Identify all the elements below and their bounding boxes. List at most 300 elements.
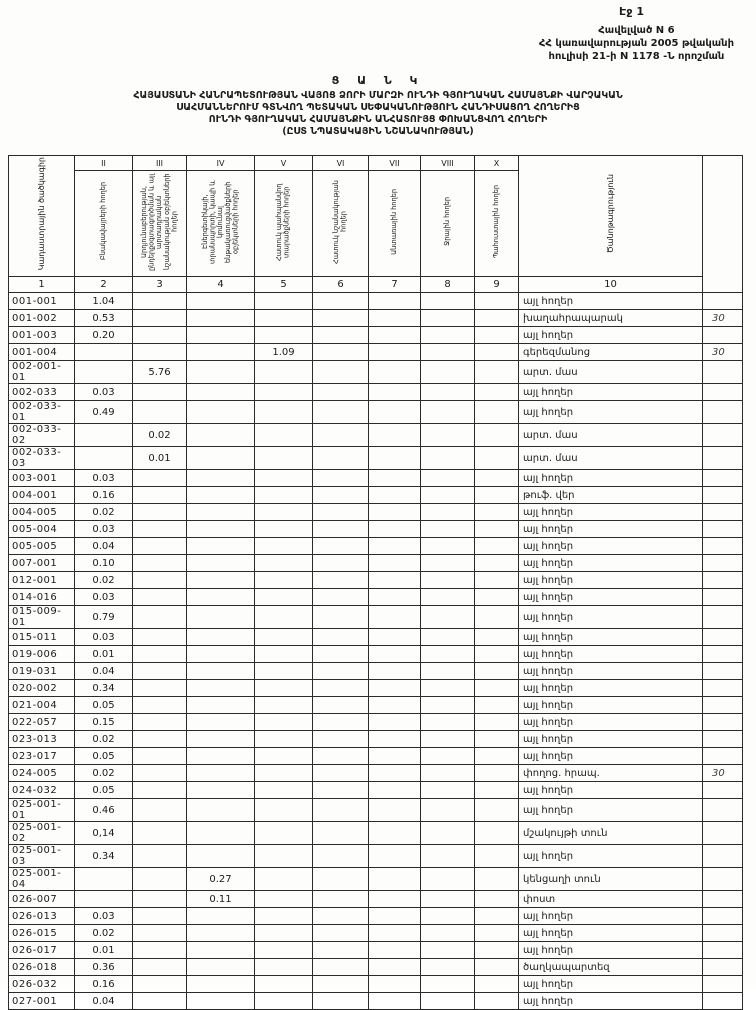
value-cell-col3 bbox=[133, 555, 187, 572]
note-cell: ծաղկապարտեզ bbox=[519, 959, 703, 976]
value-cell-col9 bbox=[475, 589, 519, 606]
value-cell-col8 bbox=[421, 504, 475, 521]
value-cell-col9 bbox=[475, 361, 519, 384]
note-cell: այլ հողեր bbox=[519, 976, 703, 993]
value-cell-col2: 0.05 bbox=[75, 697, 133, 714]
table-row bbox=[9, 504, 743, 521]
margin-note bbox=[703, 868, 743, 891]
table-row bbox=[9, 942, 743, 959]
appendix-line-2: ՀՀ կառավարության 2005 թվականի bbox=[538, 38, 734, 49]
margin-note bbox=[703, 487, 743, 504]
value-cell-col6 bbox=[313, 942, 369, 959]
value-cell-col4 bbox=[187, 697, 255, 714]
value-cell-col4 bbox=[187, 521, 255, 538]
value-cell-col4 bbox=[187, 572, 255, 589]
value-cell-col8 bbox=[421, 731, 475, 748]
value-cell-col9 bbox=[475, 993, 519, 1010]
value-cell-col8 bbox=[421, 891, 475, 908]
value-cell-col5 bbox=[255, 487, 313, 504]
value-cell-col8 bbox=[421, 344, 475, 361]
table-row bbox=[9, 384, 743, 401]
value-cell-col4 bbox=[187, 447, 255, 470]
value-cell-col4 bbox=[187, 470, 255, 487]
header-label: Անտառային հողեր bbox=[389, 188, 398, 255]
value-cell-col2 bbox=[75, 361, 133, 384]
table-row bbox=[9, 521, 743, 538]
value-cell-col4 bbox=[187, 361, 255, 384]
value-cell-col9 bbox=[475, 606, 519, 629]
cadastral-code-cell: 001-004 bbox=[9, 344, 75, 361]
margin-note bbox=[703, 891, 743, 908]
value-cell-col2: 0.03 bbox=[75, 629, 133, 646]
value-cell-col6 bbox=[313, 925, 369, 942]
margin-note bbox=[703, 361, 743, 384]
margin-note bbox=[703, 606, 743, 629]
value-cell-col5 bbox=[255, 959, 313, 976]
value-cell-col2: 0.02 bbox=[75, 572, 133, 589]
value-cell-col7 bbox=[369, 629, 421, 646]
note-cell: խաղահրապարակ bbox=[519, 310, 703, 327]
table-row bbox=[9, 344, 743, 361]
value-cell-col7 bbox=[369, 891, 421, 908]
cadastral-code-cell: 001-003 bbox=[9, 327, 75, 344]
value-cell-col7 bbox=[369, 680, 421, 697]
note-cell: այլ հողեր bbox=[519, 942, 703, 959]
note-cell: այլ հողեր bbox=[519, 504, 703, 521]
value-cell-col7 bbox=[369, 714, 421, 731]
value-cell-col7 bbox=[369, 606, 421, 629]
header-water-lands bbox=[421, 171, 475, 277]
value-cell-col9 bbox=[475, 310, 519, 327]
cadastral-code-cell: 026-015 bbox=[9, 925, 75, 942]
table-row bbox=[9, 765, 743, 782]
value-cell-col3 bbox=[133, 731, 187, 748]
value-cell-col8 bbox=[421, 845, 475, 868]
margin-note bbox=[703, 748, 743, 765]
value-cell-col5 bbox=[255, 663, 313, 680]
value-cell-col2: 0,14 bbox=[75, 822, 133, 845]
value-cell-col3 bbox=[133, 293, 187, 310]
value-cell-col2: 1.04 bbox=[75, 293, 133, 310]
value-cell-col9 bbox=[475, 976, 519, 993]
title-line-5: (ԸՍՏ ՆՊԱՏԱԿԱՅԻՆ ՆՇԱՆԱԿՈՒԹՅԱՆ) bbox=[282, 126, 474, 137]
value-cell-col6 bbox=[313, 361, 369, 384]
cadastral-code-cell: 019-006 bbox=[9, 646, 75, 663]
value-cell-col8 bbox=[421, 293, 475, 310]
value-cell-col3 bbox=[133, 470, 187, 487]
value-cell-col4 bbox=[187, 908, 255, 925]
value-cell-col4 bbox=[187, 606, 255, 629]
margin-note bbox=[703, 845, 743, 868]
value-cell-col8 bbox=[421, 993, 475, 1010]
value-cell-col5 bbox=[255, 748, 313, 765]
value-cell-col8 bbox=[421, 822, 475, 845]
value-cell-col6 bbox=[313, 799, 369, 822]
margin-note bbox=[703, 384, 743, 401]
value-cell-col2: 0.01 bbox=[75, 646, 133, 663]
table-row bbox=[9, 470, 743, 487]
value-cell-col9 bbox=[475, 959, 519, 976]
header-notes bbox=[519, 156, 703, 277]
value-cell-col9 bbox=[475, 629, 519, 646]
margin-note bbox=[703, 697, 743, 714]
note-cell: այլ հողեր bbox=[519, 327, 703, 344]
value-cell-col9 bbox=[475, 765, 519, 782]
value-cell-col7 bbox=[369, 976, 421, 993]
value-cell-col2: 0.34 bbox=[75, 680, 133, 697]
table-row bbox=[9, 629, 743, 646]
value-cell-col4 bbox=[187, 663, 255, 680]
value-cell-col6 bbox=[313, 714, 369, 731]
value-cell-col8 bbox=[421, 663, 475, 680]
value-cell-col3 bbox=[133, 714, 187, 731]
value-cell-col9 bbox=[475, 538, 519, 555]
header-energy-transport-lands bbox=[187, 171, 255, 277]
value-cell-col6 bbox=[313, 782, 369, 799]
value-cell-col2: 0.34 bbox=[75, 845, 133, 868]
column-number-2: 2 bbox=[75, 277, 133, 293]
margin-note bbox=[703, 925, 743, 942]
roman-numeral-col5: V bbox=[255, 156, 313, 171]
value-cell-col6 bbox=[313, 589, 369, 606]
table-row bbox=[9, 646, 743, 663]
value-cell-col7 bbox=[369, 959, 421, 976]
value-cell-col2: 0.03 bbox=[75, 384, 133, 401]
margin-note bbox=[703, 470, 743, 487]
value-cell-col3 bbox=[133, 748, 187, 765]
value-cell-col4 bbox=[187, 629, 255, 646]
value-cell-col6 bbox=[313, 572, 369, 589]
note-cell: այլ հողեր bbox=[519, 538, 703, 555]
value-cell-col8 bbox=[421, 538, 475, 555]
value-cell-col2: 0.04 bbox=[75, 538, 133, 555]
value-cell-col8 bbox=[421, 629, 475, 646]
margin-note bbox=[703, 663, 743, 680]
value-cell-col6 bbox=[313, 629, 369, 646]
value-cell-col5 bbox=[255, 629, 313, 646]
value-cell-col4 bbox=[187, 925, 255, 942]
header-label: Բնակավայրերի հողեր bbox=[98, 182, 107, 261]
value-cell-col9 bbox=[475, 697, 519, 714]
cadastral-code-cell: 026-007 bbox=[9, 891, 75, 908]
roman-numeral-col9: X bbox=[475, 156, 519, 171]
value-cell-col9 bbox=[475, 646, 519, 663]
table-row bbox=[9, 680, 743, 697]
roman-numeral-col4: IV bbox=[187, 156, 255, 171]
cadastral-code-cell: 014-016 bbox=[9, 589, 75, 606]
margin-note: 30 bbox=[703, 765, 743, 782]
value-cell-col8 bbox=[421, 714, 475, 731]
value-cell-col5 bbox=[255, 765, 313, 782]
value-cell-col8 bbox=[421, 572, 475, 589]
value-cell-col5 bbox=[255, 731, 313, 748]
margin-note bbox=[703, 424, 743, 447]
cadastral-code-cell: 002-033-01 bbox=[9, 401, 75, 424]
table-row bbox=[9, 697, 743, 714]
value-cell-col9 bbox=[475, 384, 519, 401]
value-cell-col6 bbox=[313, 993, 369, 1010]
margin-note bbox=[703, 942, 743, 959]
table-row bbox=[9, 891, 743, 908]
value-cell-col8 bbox=[421, 487, 475, 504]
value-cell-col5 bbox=[255, 504, 313, 521]
value-cell-col3 bbox=[133, 845, 187, 868]
value-cell-col7 bbox=[369, 384, 421, 401]
value-cell-col3 bbox=[133, 538, 187, 555]
value-cell-col6 bbox=[313, 487, 369, 504]
value-cell-col5 bbox=[255, 680, 313, 697]
value-cell-col6 bbox=[313, 731, 369, 748]
value-cell-col4 bbox=[187, 680, 255, 697]
value-cell-col8 bbox=[421, 646, 475, 663]
table-row bbox=[9, 487, 743, 504]
value-cell-col8 bbox=[421, 782, 475, 799]
value-cell-col4 bbox=[187, 646, 255, 663]
value-cell-col4 bbox=[187, 327, 255, 344]
cadastral-code-cell: 002-001-01 bbox=[9, 361, 75, 384]
note-cell: այլ հողեր bbox=[519, 714, 703, 731]
value-cell-col3 bbox=[133, 589, 187, 606]
margin-note bbox=[703, 629, 743, 646]
value-cell-col9 bbox=[475, 868, 519, 891]
value-cell-col8 bbox=[421, 327, 475, 344]
page-number: Էջ 1 bbox=[619, 5, 644, 18]
margin-note bbox=[703, 521, 743, 538]
cadastral-code-cell: 005-005 bbox=[9, 538, 75, 555]
note-cell: այլ հողեր bbox=[519, 572, 703, 589]
note-cell: թուֆ. վեր bbox=[519, 487, 703, 504]
table-row bbox=[9, 782, 743, 799]
value-cell-col2: 0.79 bbox=[75, 606, 133, 629]
value-cell-col6 bbox=[313, 447, 369, 470]
note-cell: այլ հողեր bbox=[519, 782, 703, 799]
table-row bbox=[9, 310, 743, 327]
value-cell-col2: 0.36 bbox=[75, 959, 133, 976]
column-number-9: 9 bbox=[475, 277, 519, 293]
note-cell: այլ հողեր bbox=[519, 606, 703, 629]
value-cell-col8 bbox=[421, 908, 475, 925]
value-cell-col2: 0.53 bbox=[75, 310, 133, 327]
value-cell-col6 bbox=[313, 521, 369, 538]
value-cell-col7 bbox=[369, 555, 421, 572]
margin-note bbox=[703, 538, 743, 555]
value-cell-col5 bbox=[255, 822, 313, 845]
column-number-8: 8 bbox=[421, 277, 475, 293]
margin-note bbox=[703, 908, 743, 925]
value-cell-col2 bbox=[75, 344, 133, 361]
value-cell-col6 bbox=[313, 891, 369, 908]
value-cell-col4 bbox=[187, 424, 255, 447]
value-cell-col9 bbox=[475, 327, 519, 344]
column-number-5: 5 bbox=[255, 277, 313, 293]
table-row bbox=[9, 327, 743, 344]
value-cell-col8 bbox=[421, 925, 475, 942]
value-cell-col6 bbox=[313, 327, 369, 344]
margin-note bbox=[703, 555, 743, 572]
value-cell-col7 bbox=[369, 822, 421, 845]
table-row bbox=[9, 361, 743, 384]
value-cell-col7 bbox=[369, 447, 421, 470]
value-cell-col5 bbox=[255, 384, 313, 401]
value-cell-col2: 0.10 bbox=[75, 555, 133, 572]
margin-note bbox=[703, 782, 743, 799]
value-cell-col4 bbox=[187, 384, 255, 401]
value-cell-col2: 0.05 bbox=[75, 748, 133, 765]
note-cell: այլ հողեր bbox=[519, 521, 703, 538]
value-cell-col5 bbox=[255, 606, 313, 629]
value-cell-col9 bbox=[475, 891, 519, 908]
table-row bbox=[9, 293, 743, 310]
value-cell-col6 bbox=[313, 606, 369, 629]
margin-note bbox=[703, 572, 743, 589]
value-cell-col4 bbox=[187, 555, 255, 572]
header-special-purpose-lands bbox=[313, 171, 369, 277]
note-cell: այլ հողեր bbox=[519, 401, 703, 424]
value-cell-col8 bbox=[421, 310, 475, 327]
note-cell: այլ հողեր bbox=[519, 845, 703, 868]
value-cell-col7 bbox=[369, 538, 421, 555]
value-cell-col8 bbox=[421, 401, 475, 424]
cadastral-code-cell: 026-017 bbox=[9, 942, 75, 959]
value-cell-col7 bbox=[369, 487, 421, 504]
table-row bbox=[9, 572, 743, 589]
note-cell: այլ հողեր bbox=[519, 993, 703, 1010]
value-cell-col7 bbox=[369, 572, 421, 589]
value-cell-col6 bbox=[313, 384, 369, 401]
table-row bbox=[9, 925, 743, 942]
cadastral-code-cell: 021-004 bbox=[9, 697, 75, 714]
value-cell-col9 bbox=[475, 293, 519, 310]
column-number-4: 4 bbox=[187, 277, 255, 293]
value-cell-col4 bbox=[187, 310, 255, 327]
value-cell-col9 bbox=[475, 470, 519, 487]
value-cell-col6 bbox=[313, 401, 369, 424]
value-cell-col6 bbox=[313, 845, 369, 868]
value-cell-col4 bbox=[187, 344, 255, 361]
value-cell-col3 bbox=[133, 327, 187, 344]
value-cell-col4 bbox=[187, 487, 255, 504]
value-cell-col4 bbox=[187, 959, 255, 976]
appendix-block bbox=[539, 24, 734, 63]
value-cell-col5 bbox=[255, 424, 313, 447]
header-reserve-lands bbox=[475, 171, 519, 277]
value-cell-col3 bbox=[133, 504, 187, 521]
value-cell-col2: 0.02 bbox=[75, 925, 133, 942]
table-row bbox=[9, 606, 743, 629]
header-label: Ջրային հողեր bbox=[442, 197, 451, 246]
value-cell-col2: 0.16 bbox=[75, 487, 133, 504]
cadastral-code-cell: 026-018 bbox=[9, 959, 75, 976]
value-cell-col5 bbox=[255, 925, 313, 942]
header-forest-lands bbox=[369, 171, 421, 277]
note-cell: գերեզմանոց bbox=[519, 344, 703, 361]
value-cell-col4 bbox=[187, 765, 255, 782]
header-label: Ծանոթագրություն bbox=[606, 174, 615, 254]
value-cell-col2 bbox=[75, 424, 133, 447]
title-main: Ց Ա Ն Կ bbox=[331, 74, 425, 87]
cadastral-code-cell: 015-009-01 bbox=[9, 606, 75, 629]
value-cell-col3 bbox=[133, 487, 187, 504]
value-cell-col3 bbox=[133, 663, 187, 680]
value-cell-col8 bbox=[421, 976, 475, 993]
value-cell-col4 bbox=[187, 976, 255, 993]
value-cell-col9 bbox=[475, 447, 519, 470]
value-cell-col6 bbox=[313, 908, 369, 925]
value-cell-col5 bbox=[255, 589, 313, 606]
value-cell-col3 bbox=[133, 646, 187, 663]
value-cell-col8 bbox=[421, 521, 475, 538]
table-row bbox=[9, 748, 743, 765]
value-cell-col7 bbox=[369, 310, 421, 327]
value-cell-col7 bbox=[369, 868, 421, 891]
value-cell-col7 bbox=[369, 589, 421, 606]
value-cell-col8 bbox=[421, 799, 475, 822]
table-row bbox=[9, 663, 743, 680]
value-cell-col4: 0.11 bbox=[187, 891, 255, 908]
value-cell-col8 bbox=[421, 942, 475, 959]
value-cell-col5 bbox=[255, 293, 313, 310]
value-cell-col2: 0.46 bbox=[75, 799, 133, 822]
table-row bbox=[9, 959, 743, 976]
document-title bbox=[0, 74, 756, 138]
column-number-1: 1 bbox=[9, 277, 75, 293]
value-cell-col5 bbox=[255, 845, 313, 868]
note-cell: այլ հողեր bbox=[519, 293, 703, 310]
value-cell-col6 bbox=[313, 344, 369, 361]
value-cell-col3 bbox=[133, 822, 187, 845]
value-cell-col9 bbox=[475, 925, 519, 942]
value-cell-col3 bbox=[133, 344, 187, 361]
value-cell-col9 bbox=[475, 521, 519, 538]
value-cell-col3 bbox=[133, 908, 187, 925]
table-row bbox=[9, 555, 743, 572]
cadastral-code-cell: 019-031 bbox=[9, 663, 75, 680]
value-cell-col7 bbox=[369, 942, 421, 959]
value-cell-col8 bbox=[421, 748, 475, 765]
value-cell-col5 bbox=[255, 361, 313, 384]
note-cell: այլ հողեր bbox=[519, 555, 703, 572]
margin-note bbox=[703, 993, 743, 1010]
land-transfer-table bbox=[8, 155, 743, 1010]
value-cell-col3 bbox=[133, 942, 187, 959]
value-cell-col7 bbox=[369, 765, 421, 782]
value-cell-col8 bbox=[421, 447, 475, 470]
appendix-line-3: հուլիսի 21-ի N 1178 -Ն որոշման bbox=[548, 51, 725, 62]
value-cell-col8 bbox=[421, 361, 475, 384]
value-cell-col6 bbox=[313, 697, 369, 714]
value-cell-col4 bbox=[187, 782, 255, 799]
header-industrial-lands bbox=[133, 171, 187, 277]
value-cell-col5 bbox=[255, 868, 313, 891]
roman-numeral-col2: II bbox=[75, 156, 133, 171]
value-cell-col7 bbox=[369, 401, 421, 424]
table-row bbox=[9, 714, 743, 731]
value-cell-col5 bbox=[255, 572, 313, 589]
note-cell: արտ. մաս bbox=[519, 447, 703, 470]
value-cell-col3 bbox=[133, 959, 187, 976]
cadastral-code-cell: 025-001-02 bbox=[9, 822, 75, 845]
cadastral-code-cell: 025-001-01 bbox=[9, 799, 75, 822]
note-cell: կենցաղի տուն bbox=[519, 868, 703, 891]
table-row bbox=[9, 976, 743, 993]
value-cell-col9 bbox=[475, 942, 519, 959]
value-cell-col4 bbox=[187, 714, 255, 731]
note-cell: այլ հողեր bbox=[519, 470, 703, 487]
value-cell-col3 bbox=[133, 384, 187, 401]
value-cell-col7 bbox=[369, 925, 421, 942]
value-cell-col2: 0.04 bbox=[75, 663, 133, 680]
note-cell: այլ հողեր bbox=[519, 629, 703, 646]
